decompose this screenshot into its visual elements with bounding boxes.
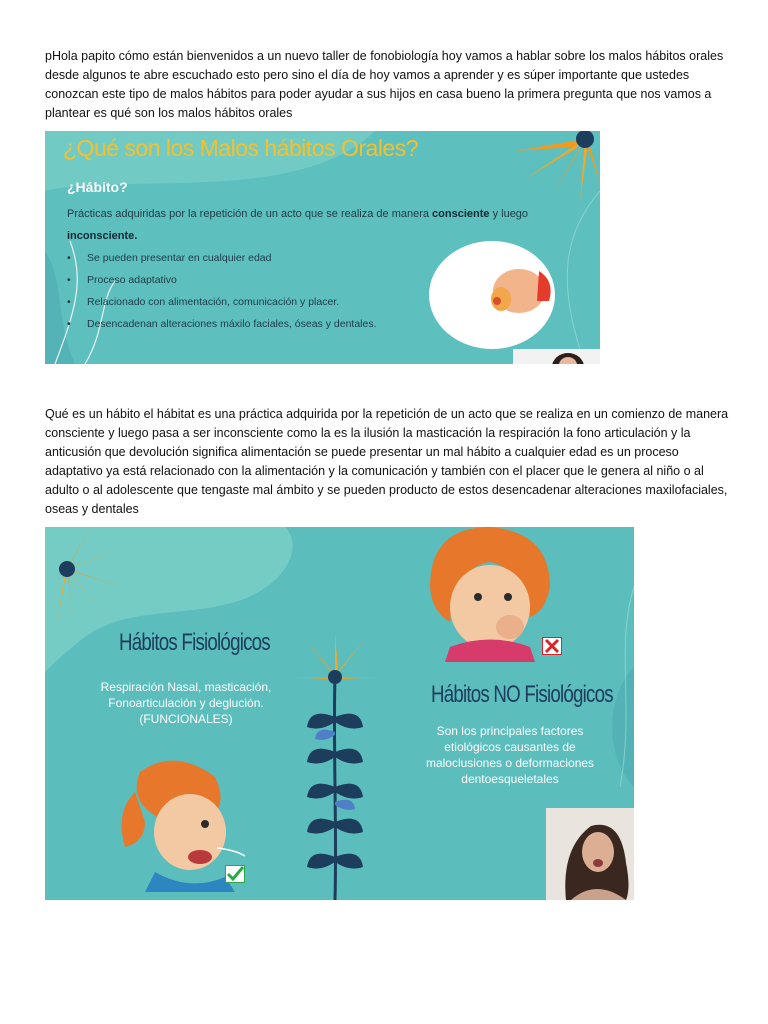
definition-bold: inconsciente.	[67, 230, 138, 242]
child-thumb-sucking-illustration	[420, 527, 560, 662]
description-line: (FUNCIONALES)	[139, 712, 233, 726]
flower-icon	[507, 131, 600, 201]
stem-leaves-illustration	[285, 527, 385, 900]
non-physiological-description	[405, 723, 615, 787]
description-line: Respiración Nasal, masticación,	[100, 680, 272, 694]
slide1-subtitle: ¿Hábito?	[67, 179, 128, 195]
non-physiological-heading: Hábitos NO Fisiológicos	[431, 681, 613, 708]
description-line: maloclusiones o deformaciones	[425, 756, 595, 770]
slide-what-are-bad-habits	[45, 131, 600, 364]
slide1-title: ¿Qué son los Malos hábitos Orales?	[63, 135, 419, 161]
bullet-item: • Proceso adaptativo	[87, 274, 177, 286]
definition-text: Prácticas adquiridas por la repetición de un acto que se realiza de manera	[67, 208, 433, 220]
definition-bold: consciente	[432, 208, 490, 220]
slide-habit-types	[45, 527, 634, 900]
cross-icon	[542, 637, 562, 655]
description-line: dentoesqueletales	[461, 772, 559, 786]
presenter-video-thumbnail	[513, 349, 600, 364]
physiological-heading: Hábitos Fisiológicos	[119, 629, 270, 656]
bullet-item: • Desencadenan alteraciones máxilo faciales, óseas y dentales.	[87, 318, 377, 330]
description-line: etiológicos causantes de	[444, 740, 576, 754]
description-line: Fonoarticulación y deglución.	[108, 696, 264, 710]
flower-icon	[45, 527, 125, 637]
explanation-paragraph: Qué es un hábito el hábitat es una práctica adquirida por la repetición de un acto que se realiza en un comienzo de manera consciente y luego pasa a ser inconsciente como la es la ilusión la masticación la respiración la fono articulación y la anticusión que devolución significa alimentación se puede presentar un mal hábito a cualquier edad es un proceso adaptativo ya está relacionado con la alimentación y la comunicación y también con el placer que le genera al niño o al adulto o al adolescente que tengaste mal ámbito y se pueden producto de estos desencadenar alteraciones maxilofaciales, oseas y dentales	[45, 407, 729, 516]
physiological-description	[81, 679, 291, 727]
presenter-video-thumbnail	[546, 808, 634, 900]
description-line: Son los principales factores	[436, 724, 584, 738]
bullet-item: • Relacionado con alimentación, comunicación y placer.	[87, 296, 339, 308]
pacifier-hand-image	[429, 241, 555, 349]
intro-paragraph: pHola papito cómo están bienvenidos a un nuevo taller de fonobiología hoy vamos a hablar sobre los malos hábitos orales desde algunos te abre escuchado esto pero sino el día de hoy vamos a aprender y es súper importante que ustedes conozcan este tipo de malos hábitos para poder ayudar a sus hijos en casa bueno la primera pregunta que nos vamos a plantear es qué son los malos hábitos orales	[45, 49, 724, 120]
pacifier-photo	[429, 241, 555, 349]
check-icon	[225, 865, 245, 883]
child-nasal-breathing-illustration	[105, 752, 245, 892]
bullet-item: • Se pueden presentar en cualquier edad	[87, 252, 271, 264]
definition-text: y luego	[489, 208, 529, 220]
